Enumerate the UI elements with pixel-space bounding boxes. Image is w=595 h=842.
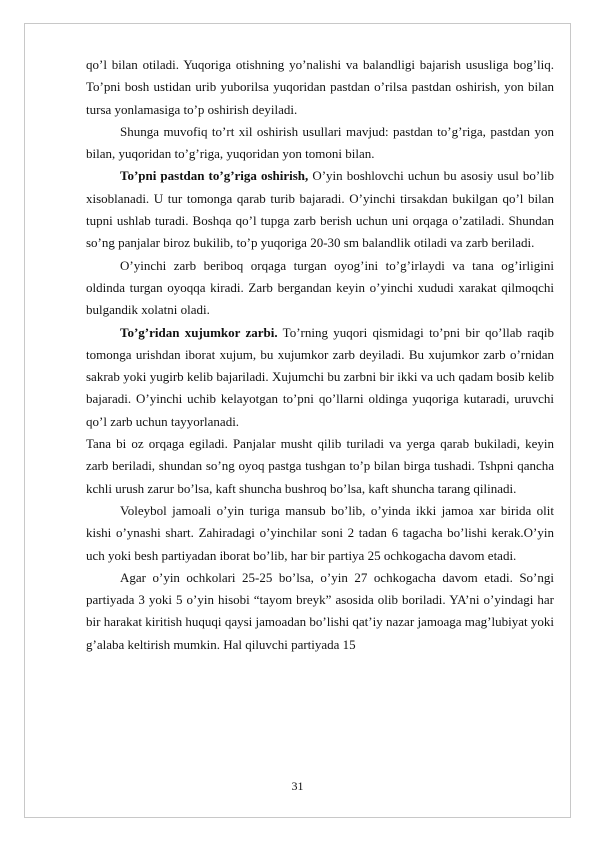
- paragraph: To’pni pastdan to’g’riga oshirish, O’yin boshlovchi uchun bu asosiy usul bo’lib xisoblanadi. U tur tomonga qarab turib bajaradi. O’yinchi tirsakdan bukilgan qo’l bilan tupni ushlab turadi. Boshqa qo’l tupga zarb berish uchun uni orqaga o’zatiladi. Shundan so’ng panjalar biroz bukilib, to’p yuqoriga 20-30 sm balandlik otiladi va zarb beriladi.: [86, 168, 554, 251]
- paragraph: Tana bi oz orqaga egiladi. Panjalar musht qilib turiladi va yerga qarab bukiladi, keyin zarb beriladi, shundan so’ng oyoq pastga tushgan to’p bilan birga tushadi. Tshpni qancha kchli urush zarur bo’lsa, kaft shuncha bushroq bo’lsa, kaft shuncha tarang qilinadi.: [86, 436, 554, 496]
- paragraph: Agar o’yin ochkolari 25-25 bo’lsa, o’yin 27 ochkogacha davom etadi. So’ngi partiyada 3 yoki 5 o’yin hisobi “tayom breyk” asosida olib boriladi. YA’ni o’yindagi har bir harakat kiritish huquqi qaysi jamoadan bo’lishi qat’iy nazar jamoaga mag’lubiyat yoki g’alaba keltirish mumkin. Hal qiluvchi partiyada 15: [86, 569, 554, 652]
- paragraph: Shunga muvofiq to’rt xil oshirish usullari mavjud: pastdan to’g’riga, pastdan yon bilan, yuqoridan to’g’riga, yuqoridan yon tomoni bilan.: [86, 123, 554, 162]
- paragraph-heading: To’g’ridan xujumkor zarbi.: [120, 324, 278, 340]
- paragraph: qo’l bilan otiladi. Yuqoriga otishning yo’nalishi va balandligi bajarish ususliga bog’liq. To’pni bosh ustidan urib yuborilsa yuqoridan pastdan o’rilsa pastdan oshirish, yon bilan tursa yonlamasiga to’p oshirish deyiladi.: [86, 57, 554, 117]
- paragraph: To’g’ridan xujumkor zarbi. To’rning yuqori qismidagi to’pni bir qo’llab raqib tomonga urishdan iborat xujum, bu xujumkor zarb deyiladi. Bu xujumkor zarb o’rnidan sakrab yoki yugirb kelib bajariladi. Xujumchi bu zarbni bir ikki va uch qadam bosib kelib bajaradi. O’yinchi uchib kelayotgan to’pni qo’llarni oldinga yuqoriga kutaradi, uruvchi qo’l zarb uchun tayyorlanadi.: [86, 324, 554, 429]
- paragraph-heading: To’pni pastdan to’g’riga oshirish,: [120, 168, 309, 184]
- paragraph: Voleybol jamoali o’yin turiga mansub bo’lib, o’yinda ikki jamoa xar birida olit kishi o’ynashi shart. Zahiradagi o’yinchilar soni 2 tadan 6 tagacha bo’lishi kerak.O’yin uch yoki besh partiyadan iborat bo’lib, har bir partiya 25 ochkogacha davom etadi.: [86, 502, 554, 563]
- page-number: 31: [291, 779, 304, 793]
- document-body: [86, 54, 554, 656]
- paragraph: O’yinchi zarb beriboq orqaga turgan oyog’ini to’g’irlaydi va tana og’irligini oldinda turgan oyoqqa kiradi. Zarb bergandan keyin o’yinchi xududi xarakat qilmoqchi bulgandik xolatni oladi.: [86, 257, 554, 318]
